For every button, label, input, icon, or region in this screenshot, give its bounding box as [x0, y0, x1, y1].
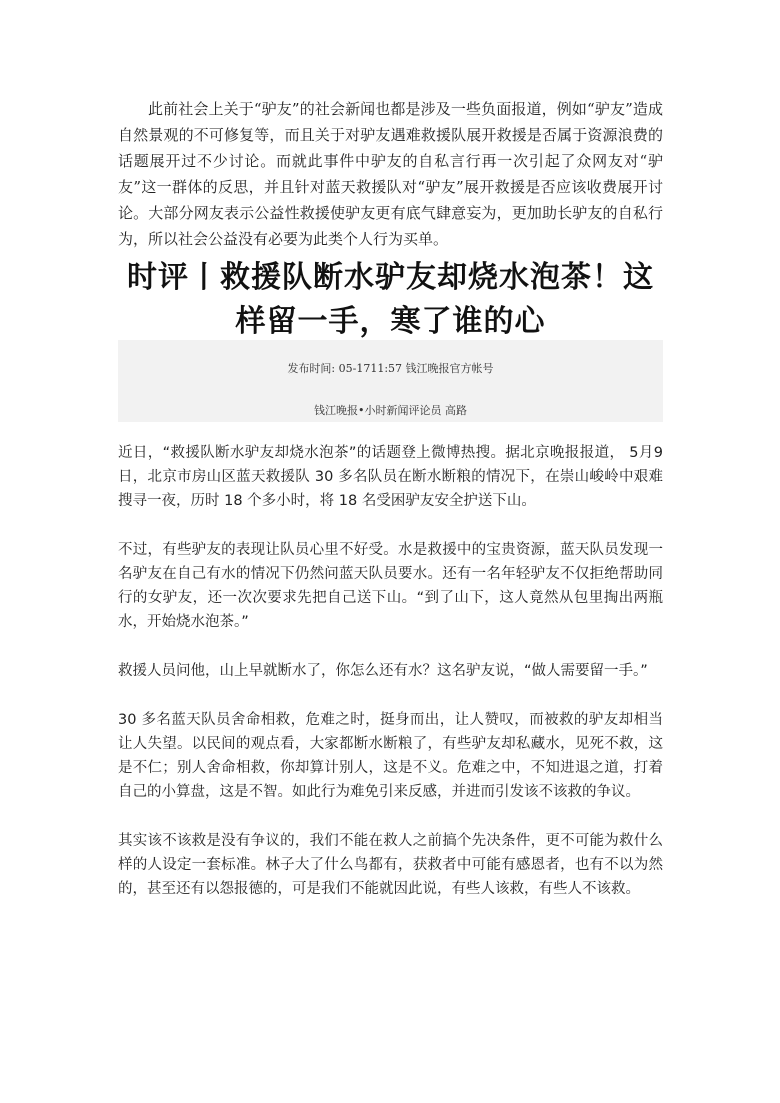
article-title: 时评丨救援队断水驴友却烧水泡茶！这样留一手，寒了谁的心 — [127, 260, 654, 339]
body-paragraph: 其实该不该救是没有争议的，我们不能在救人之前搞个先决条件，更不可能为救什么样的人设定一套标准。林子大了什么鸟都有，获救者中可能有感恩者，也有不以为然的，甚至还有以怨报德的，可是我们不能就因此说，有些人该救，有些人不该救。 — [118, 833, 663, 897]
article-body — [118, 441, 663, 926]
body-paragraph: 30 多名蓝天队员舍命相救，危难之时，挺身而出，让人赞叹，而被救的驴友却相当让人失望。以民间的观点看，大家都断水断粮了，有些驴友却私藏水，见死不救，这是不仁；别人舍命相救，你却算计别人，这是不义。危难之中，不知进退之道，打着自己的小算盘，这是不智。如此行为难免引来反感，并进而引发该不该救的争议。 — [118, 712, 663, 800]
body-paragraph: 救援人员问他，山上早就断水了，你怎么还有水？这名驴友说，“做人需要留一手。” — [118, 663, 648, 679]
body-paragraph: 近日，“救援队断水驴友却烧水泡茶”的话题登上微博热搜。据北京晚报报道， 5月9日，北京市房山区蓝天救援队 30 多名队员在断水断粮的情况下，在崇山峻岭中艰难搜寻一夜，历时 18 个多小时，将 18 名受困驴友安全护送下山。 — [118, 445, 663, 509]
article-meta-box — [118, 340, 663, 422]
intro-paragraph: 此前社会上关于“驴友”的社会新闻也都是涉及一些负面报道，例如“驴友”造成自然景观的不可修复等，而且关于对驴友遇难救援队展开救援是否属于资源浪费的话题展开过不少讨论。而就此事件中驴友的自私言行再一次引起了众网友对“驴友”这一群体的反思，并且针对蓝天救援队对“驴友”展开救援是否应该收费展开讨论。大部分网友表示公益性救援使驴友更有底气肆意妄为，更加助长驴友的自私行为，所以社会公益没有必要为此类个人行为买单。 — [118, 100, 663, 248]
body-paragraph: 不过，有些驴友的表现让队员心里不好受。水是救援中的宝贵资源，蓝天队员发现一名驴友在自己有水的情况下仍然问蓝天队员要水。还有一名年轻驴友不仅拒绝帮助同行的女驴友，还一次次要求先把自己送下山。“到了山下，这人竟然从包里掏出两瓶水，开始烧水泡茶。” — [118, 542, 663, 630]
publish-time: 发布时间: 05-1711:57 钱江晚报官方帐号 — [287, 362, 494, 375]
byline: 钱江晚报•小时新闻评论员 高路 — [314, 404, 467, 417]
